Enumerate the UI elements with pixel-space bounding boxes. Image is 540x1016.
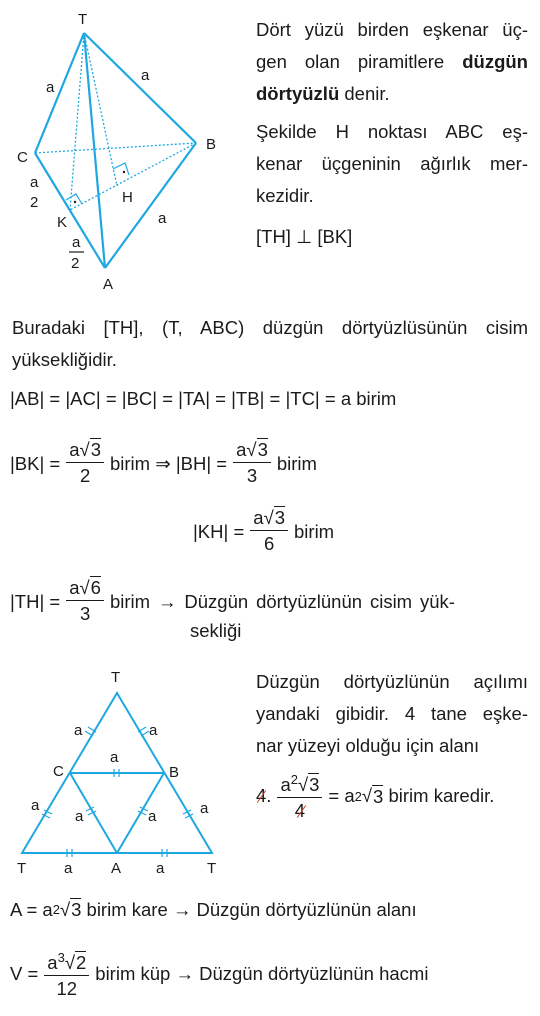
tetrahedron-net-figure [0, 660, 245, 885]
label-a-TB: a [141, 67, 150, 84]
net-label-a-CB: a [110, 749, 119, 766]
net-label-a-7: a [64, 860, 73, 877]
perpendicular-statement: [TH] ⊥ [BK] [256, 226, 353, 247]
cancelled-coefficient: 4 [256, 785, 267, 807]
net-label-a-2: a [149, 722, 158, 739]
edge-CB-hidden [35, 143, 196, 153]
edge-TC [35, 33, 84, 153]
net-label-a-1: a [74, 722, 83, 739]
right-angle-H [113, 163, 129, 175]
label-T: T [78, 11, 88, 28]
label-B: B [206, 136, 217, 153]
kh-formula: |KH| = $\frac{a√3}{6}$ birim [193, 507, 335, 554]
tetrahedron-figure [0, 0, 245, 295]
volume-formula: V = $\frac{a^3√2}{12}$ birim küp → Düzgün dörtyüzlünün hacmi [10, 946, 428, 1002]
height-line-2: yüksekliğidir. [12, 349, 117, 370]
edge-TA [84, 33, 105, 268]
net-line-3: nar yüzeyi olduğu için alanı [256, 735, 480, 756]
intro-line-6: kezidir. [256, 185, 314, 206]
net-label-a-5: a [148, 808, 157, 825]
net-label-B: B [169, 764, 180, 781]
edge-TB [84, 33, 196, 143]
label-C: C [17, 149, 28, 166]
net-line-1: Düzgün dörtyüzlünün açılımı [256, 671, 528, 692]
net-label-a-4: a [75, 808, 84, 825]
label-a-over-2-lower-den: 2 [71, 255, 80, 272]
area-formula: A = a 2 √ 3 birim kare → Düzgün dörtyüzlünün alanı [10, 898, 417, 920]
net-label-a-8: a [156, 860, 165, 877]
net-label-A: A [111, 860, 122, 877]
net-label-a-3: a [31, 797, 40, 814]
height-TH [84, 33, 117, 186]
net-label-T-top: T [111, 669, 121, 686]
equal-edges-formula: |AB| = |AC| = |BC| = |TA| = |TB| = |TC| = a birim [10, 388, 397, 409]
label-H: H [122, 189, 133, 206]
intro-line-1: Dört yüzü birden eşkenar üç- [256, 19, 528, 40]
label-a-over-2-upper-den: 2 [30, 194, 39, 211]
edge-BA [105, 143, 196, 268]
height-line-1: Buradaki [TH], (T, ABC) düzgün dörtyüzlüsünün cisim [12, 317, 528, 338]
median-BK [70, 143, 196, 210]
intro-paragraph [256, 14, 528, 110]
label-a-BA: a [158, 210, 167, 227]
net-label-T-right: T [207, 860, 217, 877]
label-a-over-2-lower-num: a [72, 234, 81, 251]
net-area-formula: 4 . $\frac{a^2√3}{4}$ = a 2 √ 3 birim karedir. [256, 768, 494, 824]
label-a-over-2-upper-num: a [30, 174, 39, 191]
label-A: A [103, 276, 114, 293]
net-label-T-left: T [17, 860, 27, 877]
edge-CA [35, 153, 105, 268]
height-paragraph [12, 312, 528, 376]
intro-line-3: dörtyüzlü denir. [256, 83, 390, 104]
net-label-C: C [53, 763, 64, 780]
net-edge-BA [117, 773, 164, 853]
intro-line-4: Şekilde H noktası ABC eş- [256, 121, 528, 142]
label-a-TC: a [46, 79, 55, 96]
net-line-2: yandaki gibidir. 4 tane eşke- [256, 703, 528, 724]
th-formula-continued: sekliği [190, 620, 242, 641]
intro-line-2: gen olan piramitlere düzgün [256, 51, 528, 72]
bk-formula: |BK| = $\frac{a√3}{2}$ birim ⇒ |BH| = $\frac{a√3}{3}$ birim [10, 439, 317, 486]
label-K: K [57, 214, 68, 231]
intro-line-5: kenar üçgeninin ağırlık mer- [256, 153, 528, 174]
centroid-paragraph [256, 116, 528, 212]
net-paragraph [256, 666, 528, 762]
cancelled-denominator: 4 [294, 800, 306, 822]
net-label-a-6: a [200, 800, 209, 817]
th-formula: |TH| = $\frac{a√6}{3}$ birim → Düzgün dörtyüzlünün cisim yük- [10, 577, 455, 624]
